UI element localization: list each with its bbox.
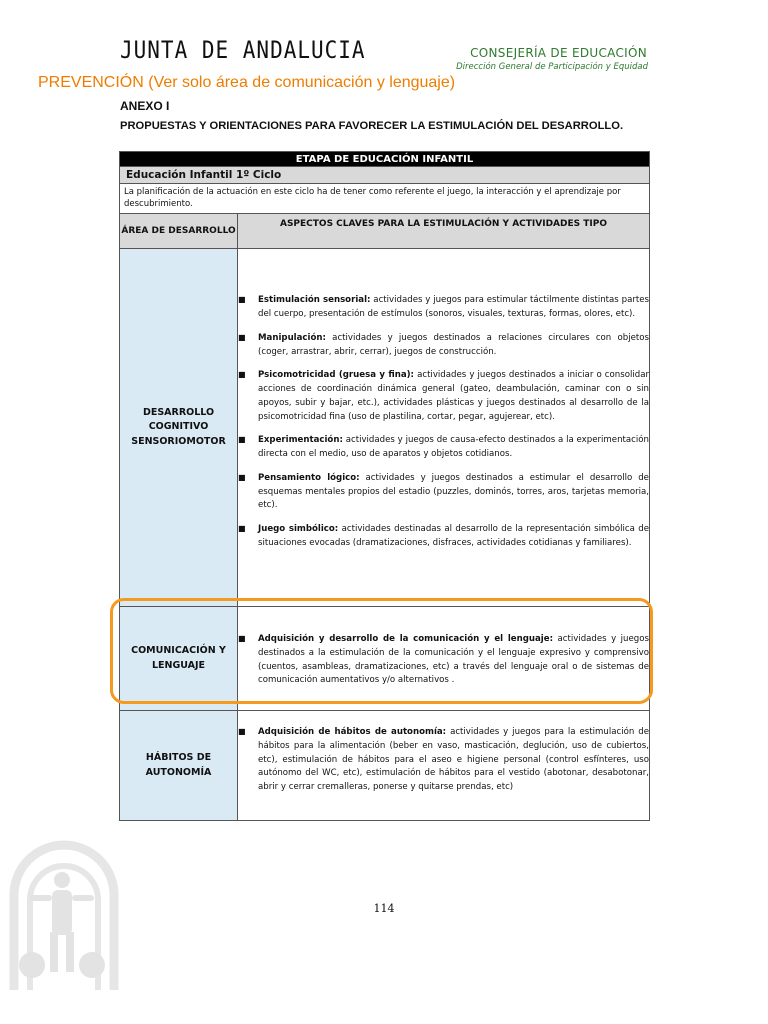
item-title: Manipulación: <box>258 332 326 343</box>
bullet-icon: ■ <box>238 435 246 445</box>
column-header-aspectos: ASPECTOS CLAVES PARA LA ESTIMULACIÓN Y ACTIVIDADES TIPO <box>238 214 650 249</box>
area-cell: DESARROLLO COGNITIVO SENSORIOMOTOR <box>120 249 238 607</box>
anexo-label: ANEXO I <box>120 99 170 113</box>
item-text: actividades y juegos destinados a la estimulación de la comunicación y el lenguaje expresivo y comprensivo (cuentos, asambleas, dramatizaciones, etc) a través del lenguaje oral o de sistemas de comunicación aumentativos y/o alternativos . <box>258 634 649 686</box>
bullet-icon: ■ <box>238 524 246 534</box>
aspects-cell <box>238 249 650 607</box>
aspects-cell <box>238 711 650 821</box>
intro-text: La planificación de la actuación en este ciclo ha de tener como referente el juego, la interacción y el aprendizaje por descubrimiento. <box>120 184 650 214</box>
bullet-icon: ■ <box>238 472 246 482</box>
item-title: Psicomotricidad (gruesa y fina): <box>258 370 414 381</box>
list-item <box>238 294 649 322</box>
item-text: actividades destinadas al desarrollo de la representación simbólica de situaciones evocadas (dramatizaciones, disfraces, actividades cotidianas y familiares). <box>258 524 649 548</box>
bullet-icon: ■ <box>238 727 246 737</box>
ciclo-header: Educación Infantil 1º Ciclo <box>120 167 650 184</box>
item-text: actividades y juegos destinados a relaciones circulares con objetos (coger, arrastrar, abrir, cerrar), juegos de construcción. <box>258 332 649 357</box>
table-row <box>120 249 650 607</box>
item-title: Adquisición de hábitos de autonomía: <box>258 727 447 738</box>
item-text: actividades y juegos destinados a iniciar o consolidar acciones de coordinación dinámica general (gateo, deambulación, caminar con o sin apoyos, subir y bajar, etc.), actividades plásticas y juegos destinados al desarrollo de la psicomotricidad fina (uso de plastilina, cortar, pegar, agujerear, etc). <box>258 370 649 422</box>
consejeria-label: CONSEJERÍA DE EDUCACIÓN <box>470 46 647 60</box>
item-text: actividades y juegos de causa-efecto destinados a la experimentación directa con el medio, uso de aparatos y objetos cotidianos. <box>258 435 649 460</box>
etapa-row <box>120 152 650 167</box>
bullet-icon: ■ <box>238 370 246 380</box>
page-number: 114 <box>373 902 395 915</box>
list-item <box>238 523 649 551</box>
list-item <box>238 726 649 795</box>
stimulation-table <box>119 151 650 821</box>
list-item <box>238 369 649 424</box>
bullet-icon: ■ <box>238 634 246 643</box>
ciclo-row <box>120 167 650 184</box>
document-title: PROPUESTAS Y ORIENTACIONES PARA FAVORECER LA ESTIMULACIÓN DEL DESARROLLO. <box>120 120 624 132</box>
junta-logo-text: JUNTA DE ANDALUCIA <box>120 36 366 64</box>
prevencion-annotation: PREVENCIÓN (Ver solo área de comunicación y lenguaje) <box>38 74 456 91</box>
andalucia-emblem-watermark <box>0 800 130 1000</box>
highlight-box <box>110 598 653 704</box>
item-title: Experimentación: <box>258 435 343 446</box>
etapa-header: ETAPA DE EDUCACIÓN INFANTIL <box>120 152 650 167</box>
item-text: actividades y juegos para la estimulación de hábitos para la alimentación (beber en vaso, masticación, deglución, uso de cubiertos, etc), estimulación de hábitos para el aseo e higiene personal (control esfínteres, uso autónomo del WC, etc), estimulación de hábitos para el vestido (abotonar, desabotonar, abrir y cerrar cremalleras, ponerse y quitarse prendas, etc) <box>258 727 649 793</box>
bullet-icon: ■ <box>238 295 246 305</box>
direccion-label: Dirección General de Participación y Equidad <box>456 62 648 72</box>
item-title: Juego simbólico: <box>258 524 339 535</box>
list-item <box>238 472 649 513</box>
list-item <box>238 434 649 462</box>
area-cell: HÁBITOS DE AUTONOMÍA <box>120 711 238 821</box>
intro-row <box>120 184 650 214</box>
item-text: actividades y juegos para estimular táctilmente distintas partes del cuerpo, presentación de estímulos (sonoros, visuales, texturas, formas, olores, etc). <box>258 295 649 320</box>
bullet-icon: ■ <box>238 332 246 342</box>
area-cell: COMUNICACIÓN Y LENGUAJE <box>120 607 238 711</box>
column-header-area: ÁREA DE DESARROLLO <box>120 214 238 249</box>
list-item <box>238 332 649 360</box>
item-title: Estimulación sensorial: <box>258 295 371 306</box>
table-row <box>120 711 650 821</box>
column-header-row <box>120 214 650 249</box>
item-text: actividades y juegos destinados a estimular el desarrollo de esquemas mentales propios del estadio (puzzles, dominós, torres, aros, tarjetas memoria, etc). <box>258 472 649 511</box>
item-title: Pensamiento lógico: <box>258 472 360 483</box>
item-title: Adquisición y desarrollo de la comunicación y el lenguaje: <box>258 634 554 644</box>
